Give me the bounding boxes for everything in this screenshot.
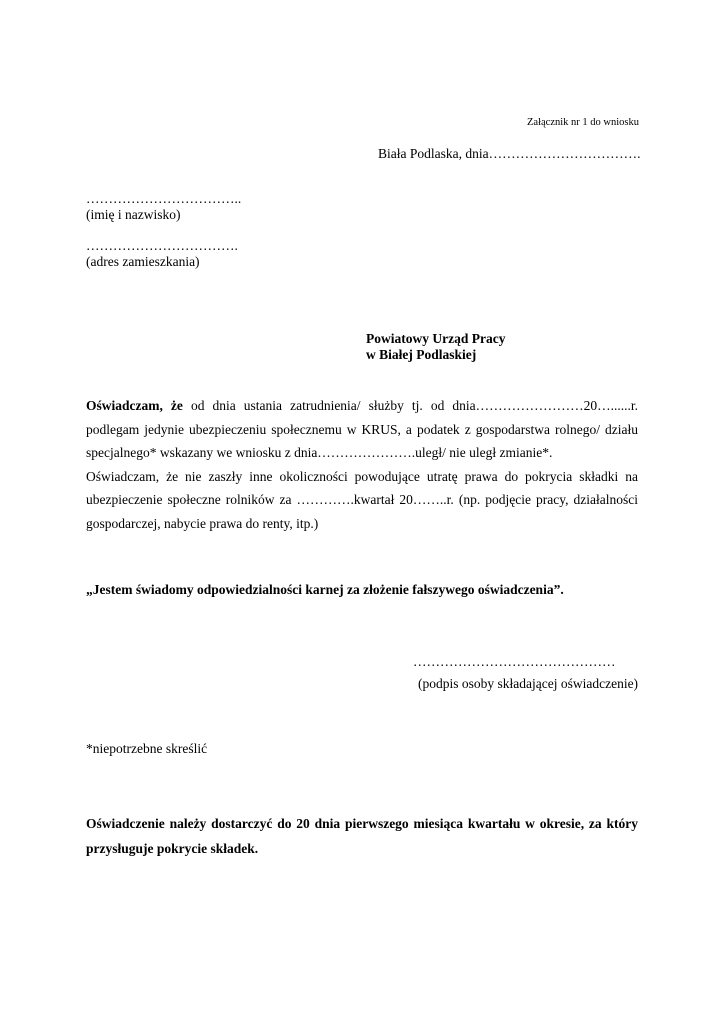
deadline-note: Oświadczenie należy dostarczyć do 20 dnia pierwszego miesiąca kwartału w okresie, za który przysługuje pokrycie składek. [86, 816, 638, 856]
footnote: *niepotrzebne skreślić [86, 741, 208, 756]
address-field-line: ……………………………. [86, 238, 238, 253]
recipient-office: Powiatowy Urząd Pracy [366, 331, 506, 346]
liability-clause: „Jestem świadomy odpowiedzialności karnej za złożenie fałszywego oświadczenia”. [86, 582, 564, 597]
signature-line: ……………………………………… [413, 654, 616, 669]
statement-paragraph-2: Oświadczam, że nie zaszły inne okoliczności powodujące utratę prawa do pokrycia składki na ubezpieczenie społeczne rolników za ………….kwartał 20……..r. (np. podjęcie pracy, działalności gospodarczej, nabycie prawa do renty, itp.) [86, 468, 638, 531]
statement-lead: Oświadczam, że [86, 398, 183, 413]
place-date: Biała Podlaska, dnia……………………………. [378, 146, 641, 161]
statement-body [86, 394, 638, 535]
name-label: (imię i nazwisko) [86, 207, 181, 222]
statement-paragraph-1 [86, 394, 638, 465]
signature-label: (podpis osoby składającej oświadczenie) [418, 676, 639, 691]
statement-text-1: od dnia ustania zatrudnienia/ służby tj. od dnia……………………20…......r. podlegam jedynie ubezpieczeniu społecznemu w KRUS, a podatek z gospodarstwa rolnego/ działu specjalnego* wskazany we wniosku z dnia………………….uległ/ nie uległ zmianie*. [86, 398, 638, 460]
attachment-note: Załącznik nr 1 do wniosku [527, 117, 639, 128]
recipient-city: w Białej Podlaskiej [366, 347, 477, 362]
address-label: (adres zamieszkania) [86, 254, 200, 269]
name-field-line: …………………………….. [86, 191, 242, 206]
